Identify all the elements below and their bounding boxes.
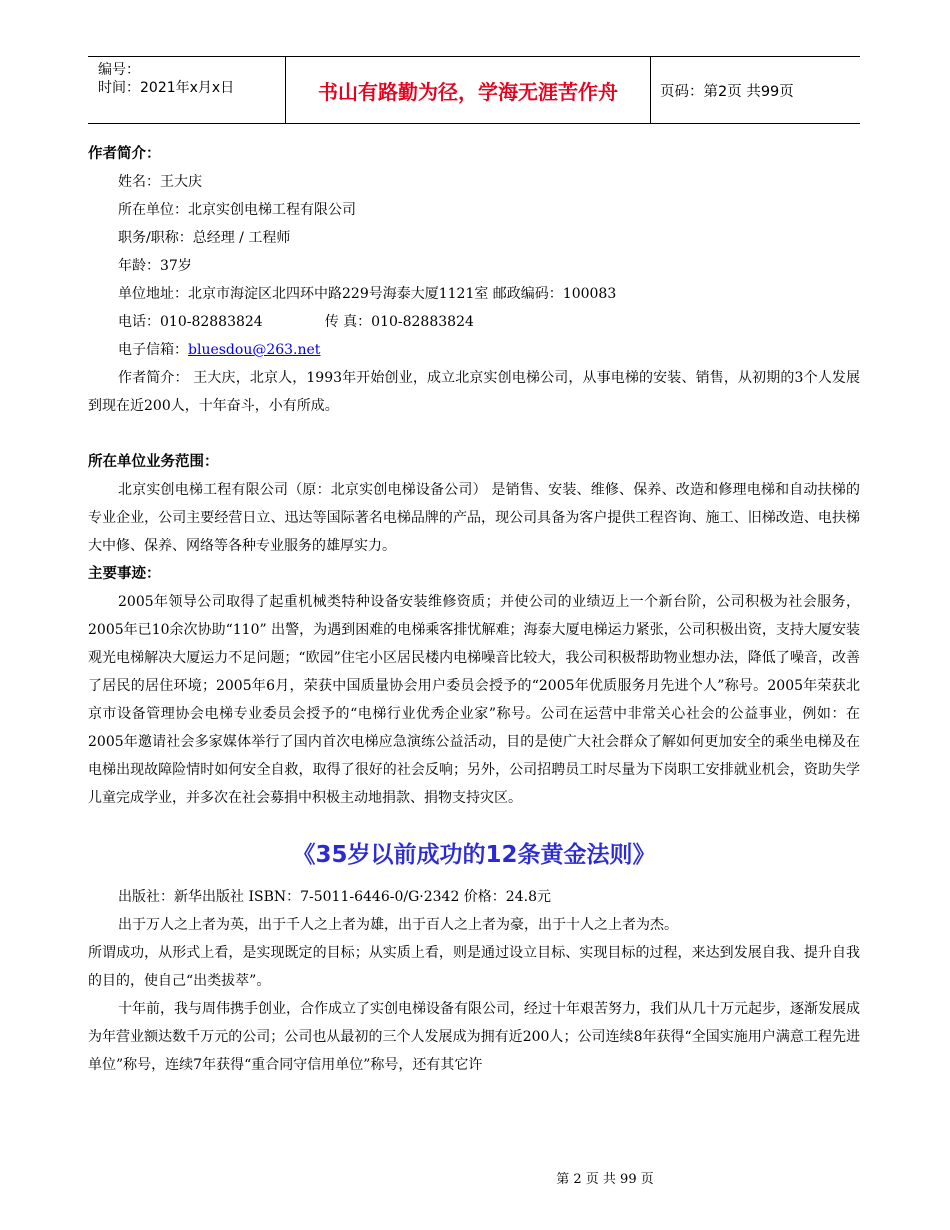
book-title: 《35岁以前成功的12条黄金法则》 (292, 842, 656, 868)
document-number-label: 编号： (98, 62, 140, 78)
author-intro: 作者简介： 王大庆，北京人，1993年开始创业，成立北京实创电梯公司，从事电梯的安装、销售，从初期的3个人发展到现在近200人，十年奋斗，小有所成。 (88, 370, 860, 414)
page-header (88, 56, 860, 124)
author-email-line (88, 336, 860, 364)
author-fax: 传 真：010-82883824 (324, 314, 474, 330)
book-publisher: 出版社：新华出版社 ISBN：7-5011-6446-0/G·2342 价格：24.8元 (118, 889, 551, 905)
header-motto: 书山有路勤为径，学海无涯苦作舟 (318, 79, 618, 104)
author-age: 年龄：37岁 (118, 258, 192, 274)
business-heading: 所在单位业务范围： (88, 454, 219, 470)
author-heading: 作者简介： (88, 146, 161, 162)
header-page-label: 页码：第2页 共99页 (660, 83, 794, 100)
page-footer: 第 2 页 共 99 页 (556, 1172, 654, 1187)
header-meta (98, 61, 234, 97)
author-email-label: 电子信箱： (118, 342, 188, 358)
book-paragraph: 所谓成功，从形式上看，是实现既定的目标；从实质上看，则是通过设立目标、实现目标的过程，来达到发展自我、提升自我的目的，使自己“出类拔萃”。 (88, 945, 860, 989)
business-text: 北京实创电梯工程有限公司（原：北京实创电梯设备公司） 是销售、安装、维修、保养、改造和修理电梯和自动扶梯的专业企业，公司主要经营日立、迅达等国际著名电梯品牌的产品，现公司具备为客户提供工程咨询、施工、旧梯改造、电扶梯大中修、保养、网络等各种专业服务的雄厚实力。 (88, 482, 860, 554)
achievements-text: 2005年领导公司取得了起重机械类特种设备安装维修资质；并使公司的业绩迈上一个新台阶，公司积极为社会服务，2005年已10余次协助“110” 出警，为遇到困难的电梯乘客排忧解难；海泰大厦电梯运力紧张，公司积极出资，支持大厦安装观光电梯解决大厦运力不足问题；“欧园”住宅小区居民楼内电梯噪音比较大，我公司积极帮助物业想办法，降低了噪音，改善了居民的居住环境；2005年6月，荣获中国质量协会用户委员会授予的“2005年优质服务月先进个人”称号。2005年荣获北京市设备管理协会电梯专业委员会授予的“电梯行业优秀企业家”称号。公司在运营中非常关心社会的公益事业，例如：在2005年邀请社会多家媒体举行了国内首次电梯应急演练公益活动，目的是使广大社会群众了解如何更加安全的乘坐电梯及在电梯出现故障险情时如何安全自救，取得了很好的社会反响；另外，公司招聘员工时尽量为下岗职工安排就业机会，资助失学儿童完成学业，并多次在社会募捐中积极主动地捐款、捐物支持灾区。 (88, 594, 860, 806)
author-address: 单位地址：北京市海淀区北四环中路229号海泰大厦1121室 邮政编码：100083 (118, 286, 617, 302)
author-name: 姓名：王大庆 (118, 174, 202, 190)
achievements-heading: 主要事迹： (88, 566, 161, 582)
header-divider (285, 57, 286, 123)
document-time-label: 时间：2021年x月x日 (98, 80, 235, 96)
author-phone: 电话：010-82883824 (118, 314, 263, 330)
book-paragraph: 出于万人之上者为英，出于千人之上者为雄，出于百人之上者为豪，出于十人之上者为杰。 (118, 917, 678, 933)
document-body (88, 140, 860, 1079)
author-position: 职务/职称：总经理 / 工程师 (118, 230, 291, 246)
author-email-link[interactable]: bluesdou@263.net (188, 342, 321, 358)
author-unit: 所在单位：北京实创电梯工程有限公司 (118, 202, 356, 218)
header-divider (650, 57, 651, 123)
book-paragraph: 十年前，我与周伟携手创业，合作成立了实创电梯设备有限公司，经过十年艰苦努力，我们从几十万元起步，逐渐发展成为年营业额达数千万元的公司；公司也从最初的三个人发展成为拥有近200人；公司连续8年获得“全国实施用户满意工程先进单位”称号，连续7年获得“重合同守信用单位”称号，还有其它许 (88, 1001, 860, 1073)
author-contact (88, 308, 860, 336)
